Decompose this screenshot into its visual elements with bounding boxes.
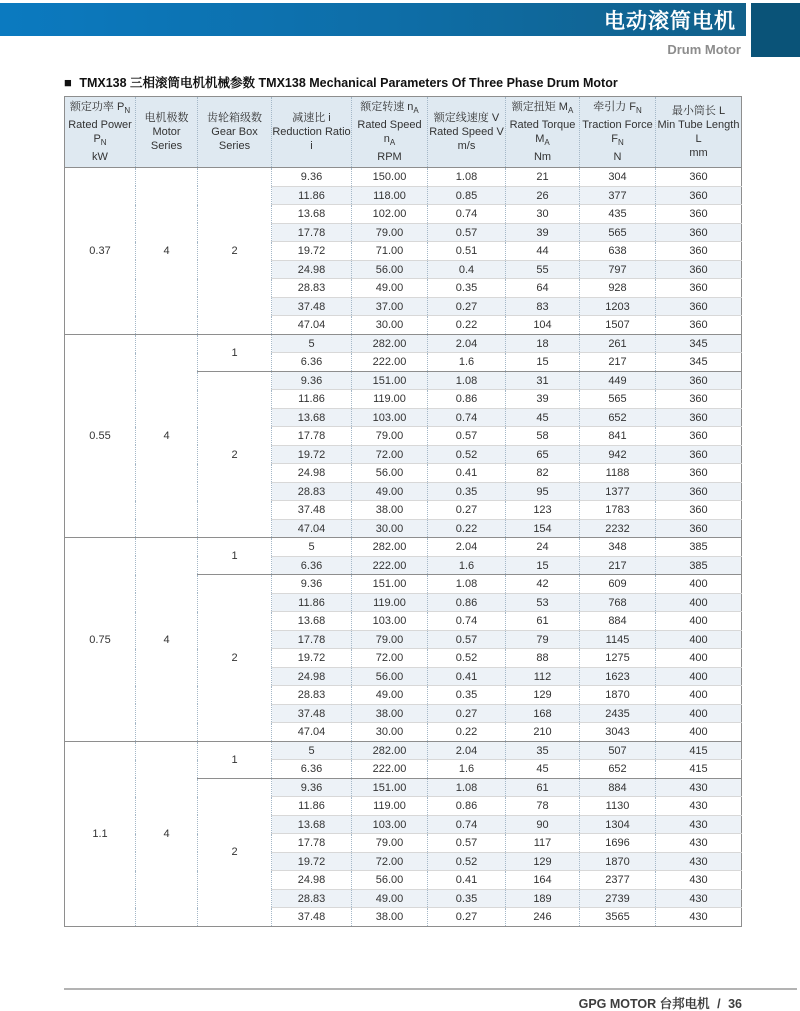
- value-cell: 123: [506, 501, 580, 520]
- value-cell: 360: [656, 205, 742, 224]
- value-cell: 415: [656, 760, 742, 779]
- gearbox-series-cell: 2: [198, 575, 272, 742]
- value-cell: 2.04: [428, 334, 506, 353]
- value-cell: 19.72: [272, 445, 352, 464]
- value-cell: 400: [656, 612, 742, 631]
- value-cell: 304: [580, 168, 656, 187]
- value-cell: 119.00: [352, 797, 428, 816]
- column-header: 减速比 i Reduction Ratio i: [272, 97, 352, 168]
- value-cell: 65: [506, 445, 580, 464]
- value-cell: 37.48: [272, 297, 352, 316]
- value-cell: 1.08: [428, 371, 506, 390]
- value-cell: 0.27: [428, 704, 506, 723]
- value-cell: 360: [656, 242, 742, 261]
- value-cell: 154: [506, 519, 580, 538]
- value-cell: 129: [506, 852, 580, 871]
- value-cell: 0.35: [428, 686, 506, 705]
- value-cell: 37.48: [272, 908, 352, 927]
- value-cell: 0.4: [428, 260, 506, 279]
- value-cell: 5: [272, 334, 352, 353]
- section-title-en: TMX138 Mechanical Parameters Of Three Phase Drum Motor: [258, 76, 618, 90]
- value-cell: 400: [656, 649, 742, 668]
- gearbox-series-cell: 2: [198, 371, 272, 538]
- value-cell: 21: [506, 168, 580, 187]
- value-cell: 17.78: [272, 427, 352, 446]
- value-cell: 151.00: [352, 778, 428, 797]
- value-cell: 11.86: [272, 390, 352, 409]
- value-cell: 45: [506, 408, 580, 427]
- value-cell: 9.36: [272, 371, 352, 390]
- value-cell: 222.00: [352, 760, 428, 779]
- value-cell: 0.35: [428, 482, 506, 501]
- value-cell: 2739: [580, 889, 656, 908]
- value-cell: 17.78: [272, 223, 352, 242]
- value-cell: 56.00: [352, 871, 428, 890]
- rated-power-cell: 0.37: [65, 168, 136, 335]
- value-cell: 0.74: [428, 205, 506, 224]
- table-row: [65, 168, 742, 187]
- value-cell: 430: [656, 797, 742, 816]
- value-cell: 841: [580, 427, 656, 446]
- value-cell: 49.00: [352, 482, 428, 501]
- value-cell: 652: [580, 408, 656, 427]
- value-cell: 0.41: [428, 871, 506, 890]
- value-cell: 0.57: [428, 630, 506, 649]
- value-cell: 1870: [580, 686, 656, 705]
- value-cell: 151.00: [352, 371, 428, 390]
- motor-series-cell: 4: [136, 741, 198, 926]
- value-cell: 79.00: [352, 427, 428, 446]
- value-cell: 47.04: [272, 316, 352, 335]
- value-cell: 79.00: [352, 223, 428, 242]
- value-cell: 507: [580, 741, 656, 760]
- value-cell: 28.83: [272, 889, 352, 908]
- value-cell: 360: [656, 316, 742, 335]
- value-cell: 222.00: [352, 353, 428, 372]
- value-cell: 72.00: [352, 445, 428, 464]
- value-cell: 13.68: [272, 815, 352, 834]
- value-cell: 884: [580, 612, 656, 631]
- value-cell: 24: [506, 538, 580, 557]
- value-cell: 385: [656, 556, 742, 575]
- column-header: 额定线速度 V Rated Speed V m/s: [428, 97, 506, 168]
- value-cell: 360: [656, 482, 742, 501]
- column-header: 额定转速 $n_A$ Rated Speed $n_A$ RPM: [352, 97, 428, 168]
- value-cell: 652: [580, 760, 656, 779]
- value-cell: 0.27: [428, 297, 506, 316]
- value-cell: 222.00: [352, 556, 428, 575]
- value-cell: 1377: [580, 482, 656, 501]
- value-cell: 72.00: [352, 649, 428, 668]
- value-cell: 377: [580, 186, 656, 205]
- value-cell: 6.36: [272, 760, 352, 779]
- value-cell: 0.22: [428, 723, 506, 742]
- value-cell: 64: [506, 279, 580, 298]
- value-cell: 0.85: [428, 186, 506, 205]
- value-cell: 360: [656, 260, 742, 279]
- column-header: 额定功率 $P_N$ Rated Power $P_N$ kW: [65, 97, 136, 168]
- value-cell: 55: [506, 260, 580, 279]
- value-cell: 360: [656, 464, 742, 483]
- value-cell: 112: [506, 667, 580, 686]
- value-cell: 360: [656, 501, 742, 520]
- value-cell: 61: [506, 612, 580, 631]
- value-cell: 9.36: [272, 168, 352, 187]
- value-cell: 345: [656, 353, 742, 372]
- value-cell: 430: [656, 852, 742, 871]
- value-cell: 119.00: [352, 593, 428, 612]
- value-cell: 39: [506, 223, 580, 242]
- value-cell: 360: [656, 408, 742, 427]
- value-cell: 118.00: [352, 186, 428, 205]
- value-cell: 19.72: [272, 852, 352, 871]
- value-cell: 79: [506, 630, 580, 649]
- value-cell: 2232: [580, 519, 656, 538]
- value-cell: 638: [580, 242, 656, 261]
- table-row: [65, 538, 742, 557]
- value-cell: 1.08: [428, 575, 506, 594]
- value-cell: 49.00: [352, 686, 428, 705]
- value-cell: 30.00: [352, 316, 428, 335]
- value-cell: 79.00: [352, 630, 428, 649]
- gearbox-series-cell: 1: [198, 741, 272, 778]
- value-cell: 38.00: [352, 908, 428, 927]
- motor-series-cell: 4: [136, 334, 198, 538]
- value-cell: 2377: [580, 871, 656, 890]
- value-cell: 400: [656, 704, 742, 723]
- value-cell: 884: [580, 778, 656, 797]
- value-cell: 47.04: [272, 519, 352, 538]
- value-cell: 360: [656, 427, 742, 446]
- value-cell: 151.00: [352, 575, 428, 594]
- table-row: [65, 741, 742, 760]
- value-cell: 360: [656, 390, 742, 409]
- value-cell: 1275: [580, 649, 656, 668]
- value-cell: 768: [580, 593, 656, 612]
- value-cell: 0.51: [428, 242, 506, 261]
- value-cell: 0.74: [428, 815, 506, 834]
- value-cell: 168: [506, 704, 580, 723]
- column-header: 电机极数 Motor Series: [136, 97, 198, 168]
- value-cell: 449: [580, 371, 656, 390]
- value-cell: 24.98: [272, 464, 352, 483]
- value-cell: 19.72: [272, 242, 352, 261]
- value-cell: 104: [506, 316, 580, 335]
- value-cell: 430: [656, 778, 742, 797]
- value-cell: 797: [580, 260, 656, 279]
- value-cell: 217: [580, 353, 656, 372]
- value-cell: 217: [580, 556, 656, 575]
- value-cell: 0.35: [428, 889, 506, 908]
- value-cell: 360: [656, 186, 742, 205]
- value-cell: 2435: [580, 704, 656, 723]
- value-cell: 82: [506, 464, 580, 483]
- value-cell: 28.83: [272, 686, 352, 705]
- rated-power-cell: 1.1: [65, 741, 136, 926]
- value-cell: 83: [506, 297, 580, 316]
- value-cell: 0.52: [428, 649, 506, 668]
- value-cell: 1.08: [428, 778, 506, 797]
- value-cell: 53: [506, 593, 580, 612]
- value-cell: 56.00: [352, 667, 428, 686]
- value-cell: 1507: [580, 316, 656, 335]
- value-cell: 1696: [580, 834, 656, 853]
- value-cell: 129: [506, 686, 580, 705]
- value-cell: 56.00: [352, 260, 428, 279]
- banner-accent-square: [751, 3, 800, 57]
- value-cell: 58: [506, 427, 580, 446]
- value-cell: 0.86: [428, 797, 506, 816]
- value-cell: 0.22: [428, 519, 506, 538]
- value-cell: 11.86: [272, 186, 352, 205]
- value-cell: 3565: [580, 908, 656, 927]
- value-cell: 30: [506, 205, 580, 224]
- gearbox-series-cell: 2: [198, 778, 272, 926]
- value-cell: 360: [656, 297, 742, 316]
- value-cell: 90: [506, 815, 580, 834]
- column-header: 牵引力 $F_N$ Traction Force $F_N$ N: [580, 97, 656, 168]
- value-cell: 49.00: [352, 279, 428, 298]
- value-cell: 150.00: [352, 168, 428, 187]
- value-cell: 79.00: [352, 834, 428, 853]
- value-cell: 189: [506, 889, 580, 908]
- value-cell: 3043: [580, 723, 656, 742]
- value-cell: 26: [506, 186, 580, 205]
- value-cell: 345: [656, 334, 742, 353]
- value-cell: 37.48: [272, 704, 352, 723]
- value-cell: 360: [656, 371, 742, 390]
- value-cell: 103.00: [352, 815, 428, 834]
- section-bullet-icon: ■: [64, 75, 72, 90]
- value-cell: 0.52: [428, 852, 506, 871]
- value-cell: 430: [656, 871, 742, 890]
- table-row: [65, 334, 742, 353]
- value-cell: 15: [506, 353, 580, 372]
- value-cell: 0.35: [428, 279, 506, 298]
- rated-power-cell: 0.75: [65, 538, 136, 742]
- value-cell: 24.98: [272, 667, 352, 686]
- value-cell: 360: [656, 279, 742, 298]
- value-cell: 78: [506, 797, 580, 816]
- page-banner: [0, 3, 746, 36]
- value-cell: 0.86: [428, 390, 506, 409]
- column-header: 最小筒长 L Min Tube Length L mm: [656, 97, 742, 168]
- value-cell: 435: [580, 205, 656, 224]
- value-cell: 385: [656, 538, 742, 557]
- value-cell: 37.00: [352, 297, 428, 316]
- value-cell: 415: [656, 741, 742, 760]
- value-cell: 13.68: [272, 408, 352, 427]
- value-cell: 95: [506, 482, 580, 501]
- value-cell: 1.6: [428, 556, 506, 575]
- parameters-table: [64, 96, 742, 927]
- value-cell: 17.78: [272, 630, 352, 649]
- value-cell: 360: [656, 168, 742, 187]
- value-cell: 1783: [580, 501, 656, 520]
- value-cell: 430: [656, 815, 742, 834]
- value-cell: 430: [656, 908, 742, 927]
- value-cell: 1188: [580, 464, 656, 483]
- footer-divider: [64, 988, 797, 990]
- value-cell: 1304: [580, 815, 656, 834]
- value-cell: 348: [580, 538, 656, 557]
- value-cell: 0.57: [428, 834, 506, 853]
- value-cell: 103.00: [352, 408, 428, 427]
- value-cell: 6.36: [272, 556, 352, 575]
- value-cell: 0.57: [428, 223, 506, 242]
- value-cell: 61: [506, 778, 580, 797]
- value-cell: 400: [656, 575, 742, 594]
- value-cell: 31: [506, 371, 580, 390]
- value-cell: 11.86: [272, 797, 352, 816]
- column-header: 齿轮箱级数 Gear Box Series: [198, 97, 272, 168]
- value-cell: 28.83: [272, 482, 352, 501]
- motor-series-cell: 4: [136, 168, 198, 335]
- value-cell: 24.98: [272, 871, 352, 890]
- value-cell: 44: [506, 242, 580, 261]
- value-cell: 2.04: [428, 538, 506, 557]
- value-cell: 360: [656, 519, 742, 538]
- value-cell: 430: [656, 889, 742, 908]
- value-cell: 5: [272, 741, 352, 760]
- value-cell: 19.72: [272, 649, 352, 668]
- value-cell: 246: [506, 908, 580, 927]
- column-header: 额定扭矩 $M_A$ Rated Torque $M_A$ Nm: [506, 97, 580, 168]
- value-cell: 0.57: [428, 427, 506, 446]
- value-cell: 37.48: [272, 501, 352, 520]
- value-cell: 39: [506, 390, 580, 409]
- value-cell: 71.00: [352, 242, 428, 261]
- value-cell: 1.08: [428, 168, 506, 187]
- value-cell: 210: [506, 723, 580, 742]
- value-cell: 0.27: [428, 501, 506, 520]
- value-cell: 400: [656, 667, 742, 686]
- value-cell: 2.04: [428, 741, 506, 760]
- value-cell: 28.83: [272, 279, 352, 298]
- value-cell: 47.04: [272, 723, 352, 742]
- section-title: [64, 73, 618, 91]
- value-cell: 400: [656, 630, 742, 649]
- value-cell: 430: [656, 834, 742, 853]
- value-cell: 1.6: [428, 353, 506, 372]
- value-cell: 9.36: [272, 778, 352, 797]
- motor-series-cell: 4: [136, 538, 198, 742]
- value-cell: 88: [506, 649, 580, 668]
- value-cell: 5: [272, 538, 352, 557]
- value-cell: 119.00: [352, 390, 428, 409]
- value-cell: 1623: [580, 667, 656, 686]
- value-cell: 1203: [580, 297, 656, 316]
- value-cell: 9.36: [272, 575, 352, 594]
- value-cell: 400: [656, 686, 742, 705]
- value-cell: 261: [580, 334, 656, 353]
- value-cell: 400: [656, 723, 742, 742]
- value-cell: 38.00: [352, 704, 428, 723]
- value-cell: 1.6: [428, 760, 506, 779]
- value-cell: 0.86: [428, 593, 506, 612]
- gearbox-series-cell: 2: [198, 168, 272, 335]
- value-cell: 1870: [580, 852, 656, 871]
- value-cell: 30.00: [352, 519, 428, 538]
- value-cell: 42: [506, 575, 580, 594]
- footer-page-number: 36: [728, 997, 742, 1011]
- value-cell: 0.27: [428, 908, 506, 927]
- value-cell: 0.52: [428, 445, 506, 464]
- value-cell: 35: [506, 741, 580, 760]
- value-cell: 6.36: [272, 353, 352, 372]
- value-cell: 928: [580, 279, 656, 298]
- footer-brand: GPG MOTOR 台邦电机: [578, 997, 710, 1011]
- gearbox-series-cell: 1: [198, 334, 272, 371]
- value-cell: 49.00: [352, 889, 428, 908]
- value-cell: 103.00: [352, 612, 428, 631]
- value-cell: 38.00: [352, 501, 428, 520]
- value-cell: 0.22: [428, 316, 506, 335]
- value-cell: 1145: [580, 630, 656, 649]
- value-cell: 1130: [580, 797, 656, 816]
- value-cell: 102.00: [352, 205, 428, 224]
- rated-power-cell: 0.55: [65, 334, 136, 538]
- page-footer: [0, 994, 742, 1011]
- page-subtitle: Drum Motor: [667, 42, 741, 57]
- table-body: [65, 168, 742, 927]
- value-cell: 0.41: [428, 464, 506, 483]
- value-cell: 13.68: [272, 205, 352, 224]
- value-cell: 942: [580, 445, 656, 464]
- page-banner-title: 电动滚筒电机: [604, 9, 736, 33]
- value-cell: 0.74: [428, 408, 506, 427]
- value-cell: 17.78: [272, 834, 352, 853]
- value-cell: 56.00: [352, 464, 428, 483]
- value-cell: 609: [580, 575, 656, 594]
- value-cell: 565: [580, 223, 656, 242]
- value-cell: 11.86: [272, 593, 352, 612]
- value-cell: 360: [656, 445, 742, 464]
- value-cell: 400: [656, 593, 742, 612]
- value-cell: 282.00: [352, 741, 428, 760]
- value-cell: 24.98: [272, 260, 352, 279]
- value-cell: 282.00: [352, 334, 428, 353]
- value-cell: 117: [506, 834, 580, 853]
- table-header-row: [65, 97, 742, 168]
- value-cell: 15: [506, 556, 580, 575]
- section-title-zh: TMX138 三相滚筒电机机械参数: [79, 76, 256, 90]
- value-cell: 72.00: [352, 852, 428, 871]
- value-cell: 13.68: [272, 612, 352, 631]
- value-cell: 0.41: [428, 667, 506, 686]
- value-cell: 282.00: [352, 538, 428, 557]
- gearbox-series-cell: 1: [198, 538, 272, 575]
- value-cell: 18: [506, 334, 580, 353]
- value-cell: 565: [580, 390, 656, 409]
- value-cell: 164: [506, 871, 580, 890]
- footer-separator: /: [717, 997, 721, 1011]
- value-cell: 45: [506, 760, 580, 779]
- value-cell: 30.00: [352, 723, 428, 742]
- value-cell: 0.74: [428, 612, 506, 631]
- value-cell: 360: [656, 223, 742, 242]
